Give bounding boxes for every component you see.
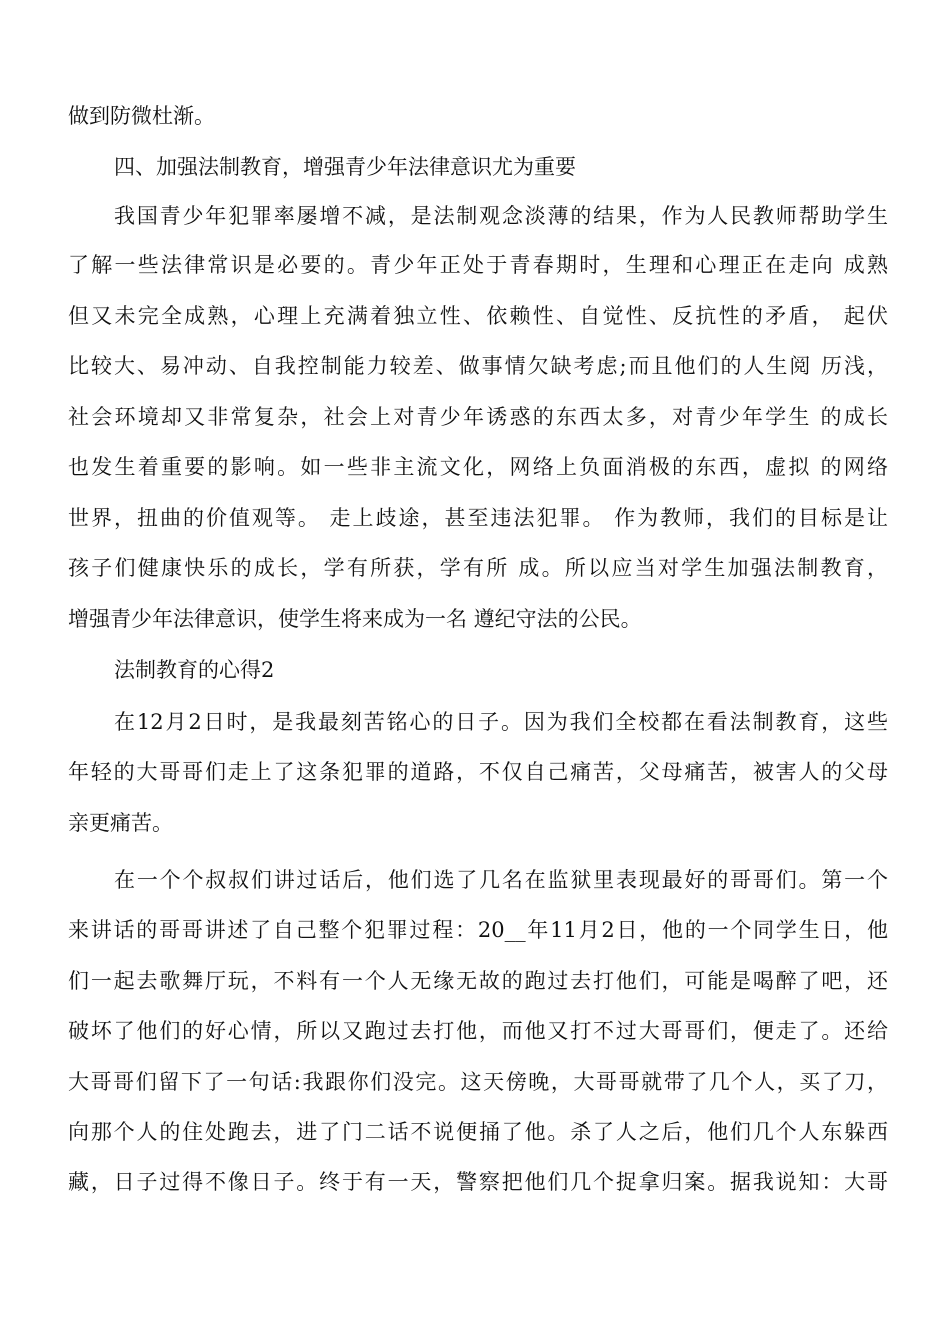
text-line-4: 了解一些法律常识是必要的。青少年正处于青春期时，生理和心理正在走向 成熟 (68, 253, 888, 277)
text-line-13: 在12月2日时，是我最刻苦铭心的日子。因为我们全校都在看法制教育，这些 (114, 710, 888, 734)
text-line-20: 大哥哥们留下了一句话:我跟你们没完。这天傍晚，大哥哥就带了几个人，买了刀， (68, 1070, 888, 1094)
text-line-22: 藏，日子过得不像日子。终于有一天，警察把他们几个捉拿归案。据我说知：大哥 (68, 1170, 888, 1194)
essay-title-2: 法制教育的心得2 (114, 658, 275, 682)
text-line-16: 在一个个叔叔们讲过话后，他们选了几名在监狱里表现最好的哥哥们。第一个 (114, 868, 888, 892)
text-line-17: 来讲话的哥哥讲述了自己整个犯罪过程：20__年11月2日，他的一个同学生日，他 (68, 918, 888, 942)
text-line-3: 我国青少年犯罪率屡增不减，是法制观念淡薄的结果，作为人民教师帮助学生 (114, 204, 888, 228)
text-line-11: 增强青少年法律意识，使学生将来成为一名 遵纪守法的公民。 (68, 607, 642, 631)
text-line-9: 世界，扭曲的价值观等。 走上歧途，甚至违法犯罪。 作为教师，我们的目标是让 (68, 506, 888, 530)
text-line-8: 也发生着重要的影响。如一些非主流文化，网络上负面消极的东西，虚拟 的网络 (68, 455, 888, 479)
section-heading-4: 四、加强法制教育，增强青少年法律意识尤为重要 (114, 155, 576, 179)
text-line-1: 做到防微杜渐。 (68, 104, 215, 128)
text-line-19: 破坏了他们的好心情，所以又跑过去打他，而他又打不过大哥哥们，便走了。还给 (68, 1019, 888, 1043)
text-line-14: 年轻的大哥哥们走上了这条犯罪的道路，不仅自己痛苦，父母痛苦，被害人的父母 (68, 760, 888, 784)
text-line-6: 比较大、易冲动、自我控制能力较差、做事情欠缺考虑;而且他们的人生阅 历浅， (68, 354, 888, 378)
text-line-5: 但又未完全成熟，心理上充满着独立性、依赖性、自觉性、反抗性的矛盾， 起伏 (68, 304, 888, 328)
text-line-21: 向那个人的住处跑去，进了门二话不说便捅了他。杀了人之后，他们几个人东躲西 (68, 1120, 888, 1144)
text-line-10: 孩子们健康快乐的成长，学有所获，学有所 成。所以应当对学生加强法制教育， (68, 556, 888, 580)
text-line-7: 社会环境却又非常复杂，社会上对青少年诱惑的东西太多，对青少年学生 的成长 (68, 405, 888, 429)
text-line-15: 亲更痛苦。 (68, 811, 173, 835)
text-line-18: 们一起去歌舞厅玩，不料有一个人无缘无故的跑过去打他们，可能是喝醉了吧，还 (68, 969, 888, 993)
